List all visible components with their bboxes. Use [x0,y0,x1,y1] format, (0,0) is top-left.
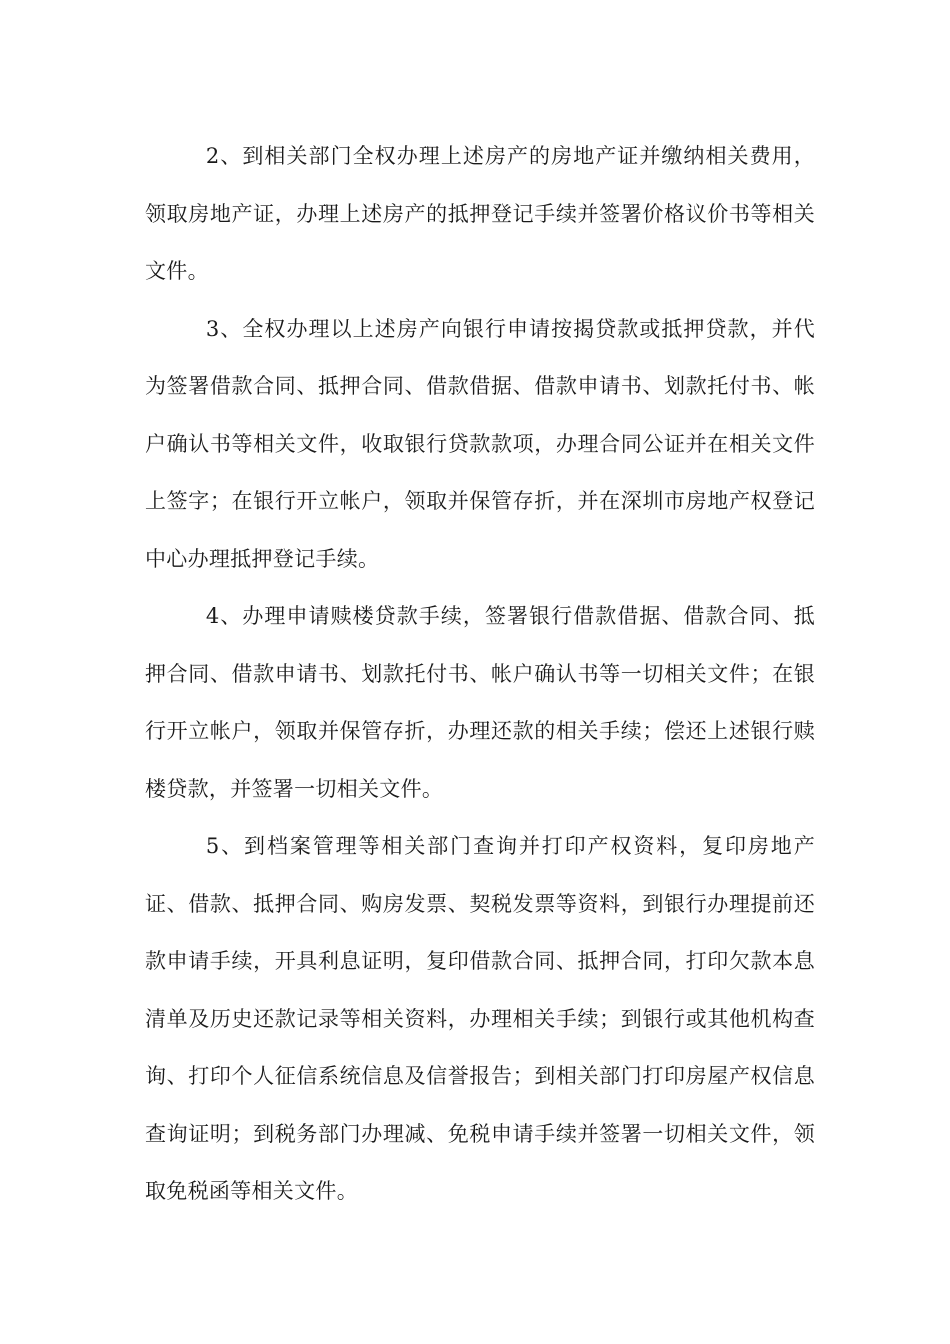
paragraph-item-3: 3、全权办理以上述房产向银行申请按揭贷款或抵押贷款，并代为签署借款合同、抵押合同、借款借据、借款申请书、划款托付书、帐户确认书等相关文件，收取银行贷款款项，办理合同公证并在相关文件上签字；在银行开立帐户，领取并保管存折，并在深圳市房地产权登记中心办理抵押登记手续。 [145,316,815,571]
paragraph-item-2: 2、到相关部门全权办理上述房产的房地产证并缴纳相关费用，领取房地产证，办理上述房产的抵押登记手续并签署价格议价书等相关文件。 [145,144,815,283]
paragraph-item-5: 5、到档案管理等相关部门查询并打印产权资料，复印房地产证、借款、抵押合同、购房发票、契税发票等资料，到银行办理提前还款申请手续，开具利息证明，复印借款合同、抵押合同，打印欠款本息清单及历史还款记录等相关资料，办理相关手续；到银行或其他机构查询、打印个人征信系统信息及信誉报告；到相关部门打印房屋产权信息查询证明；到税务部门办理减、免税申请手续并签署一切相关文件，领取免税函等相关文件。 [145,834,815,1203]
paragraph-item-4: 4、办理申请赎楼贷款手续，签署银行借款借据、借款合同、抵押合同、借款申请书、划款托付书、帐户确认书等一切相关文件；在银行开立帐户，领取并保管存折，办理还款的相关手续；偿还上述银行赎楼贷款，并签署一切相关文件。 [145,604,815,801]
document-body [145,128,815,1221]
